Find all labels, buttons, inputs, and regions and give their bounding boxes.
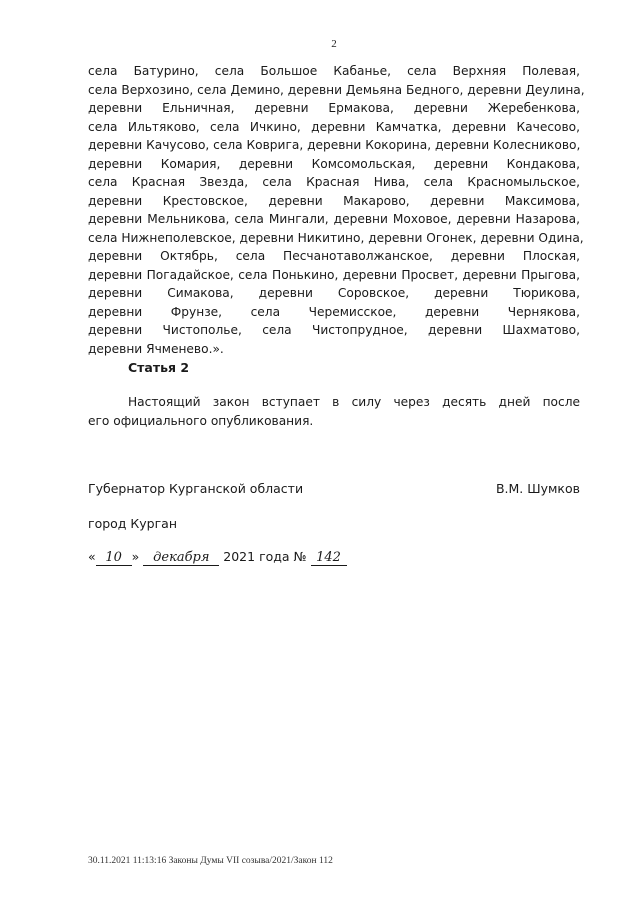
paragraph-line: деревни Октябрь, села Песчанотаволжанское, деревни Плоская,	[88, 249, 580, 263]
handwritten-day: 10	[96, 551, 132, 566]
paragraph-line: деревни Погадайское, села Понькино, деревни Просвет, деревни Прыгова,	[88, 267, 580, 282]
paragraph-line: деревни Ячменево.».	[88, 341, 224, 356]
page-number: 2	[331, 38, 337, 50]
article-heading: Статья 2	[128, 360, 190, 375]
paragraph-line: села Красная Звезда, села Красная Нива, села Красномыльское,	[88, 175, 580, 189]
paragraph-line: деревни Ельничная, деревни Ермакова, деревни Жеребенкова,	[88, 101, 580, 115]
paragraph-line: деревни Чистополье, села Чистопрудное, деревни Шахматово,	[88, 323, 580, 337]
document-footer: 30.11.2021 11:13:16 Законы Думы VII созыва/2021/Закон 112	[88, 856, 333, 866]
year-text: 2021 года №	[223, 549, 307, 564]
paragraph-line: села Батурино, села Большое Кабанье, села Верхняя Полевая,	[88, 64, 580, 78]
open-quote: «	[88, 549, 96, 564]
settlements-paragraph	[88, 62, 585, 358]
signatory-title: Губернатор Курганской области	[88, 481, 304, 496]
date-line	[88, 549, 347, 566]
article-line: его официального опубликования.	[88, 414, 314, 428]
article-line: Настоящий закон вступает в силу через десять дней после	[128, 395, 580, 409]
handwritten-law-number: 142	[311, 551, 347, 566]
handwritten-month: декабря	[143, 551, 219, 566]
paragraph-line: деревни Фрунзе, села Черемисское, деревни Чернякова,	[88, 304, 580, 319]
paragraph-line: деревни Качусово, села Коврига, деревни Кокорина, деревни Колесниково,	[88, 138, 581, 152]
close-quote: »	[131, 549, 140, 564]
article-text	[88, 393, 580, 431]
paragraph-line: деревни Симакова, деревни Соровское, деревни Тюрикова,	[88, 286, 580, 300]
paragraph-line: села Верхозино, села Демино, деревни Демьяна Бедного, деревни Деулина,	[88, 82, 585, 97]
paragraph-line: села Нижнеполевское, деревни Никитино, деревни Огонек, деревни Одина,	[88, 230, 584, 245]
signatory-name: В.М. Шумков	[495, 481, 580, 496]
city: город Курган	[88, 516, 178, 531]
paragraph-line: деревни Комария, деревни Комсомольская, деревни Кондакова,	[88, 156, 580, 171]
paragraph-line: деревни Крестовское, деревни Макарово, деревни Максимова,	[88, 193, 580, 208]
paragraph-line: деревни Мельникова, села Мингали, деревни Моховое, деревни Назарова,	[88, 212, 580, 226]
paragraph-line: села Ильтяково, села Ичкино, деревни Камчатка, деревни Качесово,	[88, 119, 580, 134]
